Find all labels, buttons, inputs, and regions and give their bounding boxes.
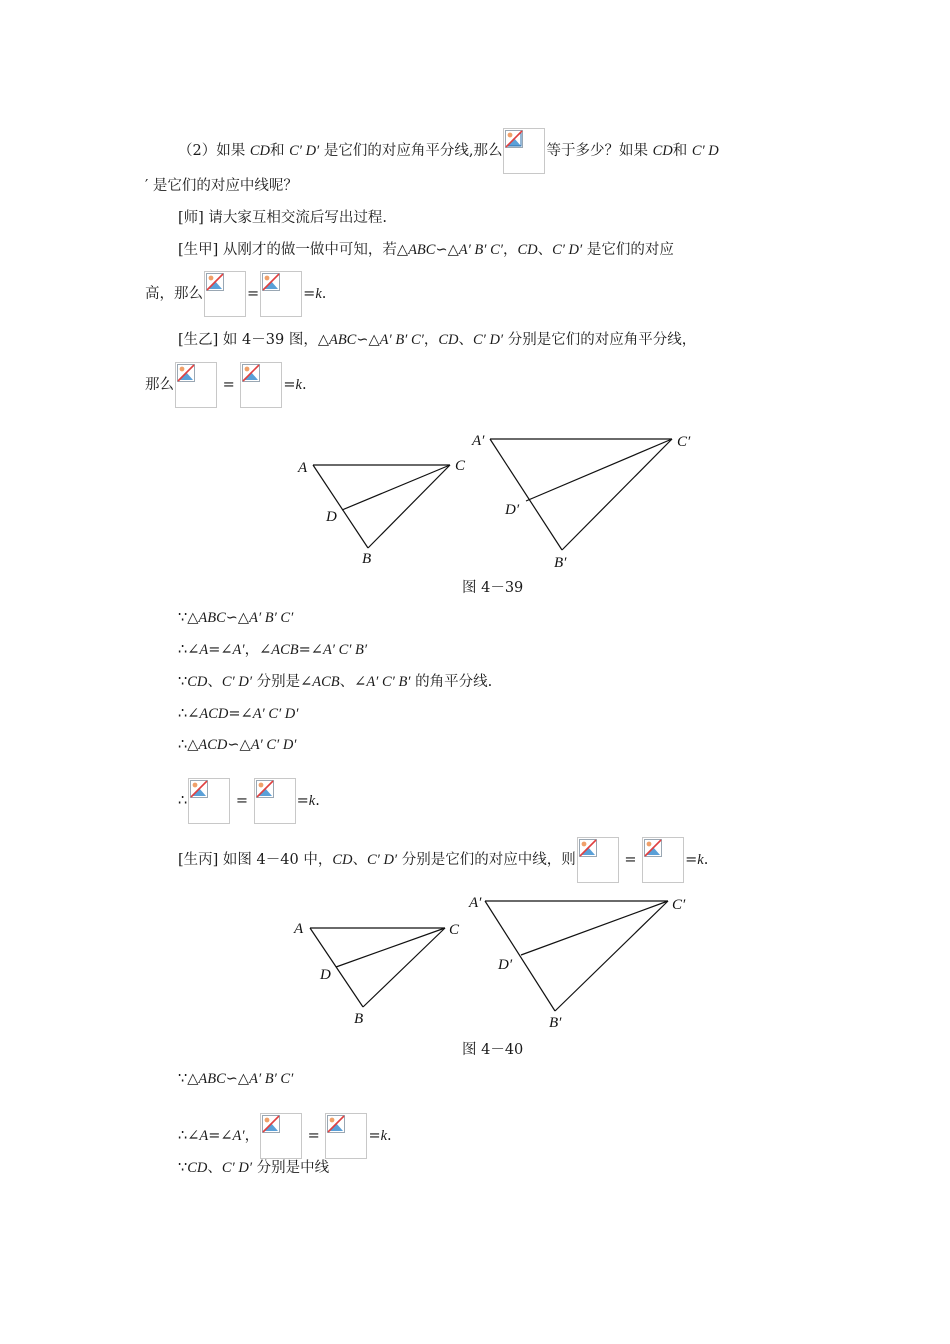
segment-AB: [313, 465, 368, 548]
broken-image-icon: [190, 780, 208, 798]
math-text: A′ C′ B′: [366, 674, 411, 690]
text: .: [301, 377, 307, 393]
figure-caption: 图 4－39: [462, 580, 524, 596]
segment-AB: [310, 928, 363, 1007]
text: .: [321, 286, 327, 302]
broken-image-icon: [327, 1115, 345, 1133]
text: =: [303, 286, 316, 302]
math-text: A′ B′ C′: [249, 610, 294, 626]
math-text: A′: [232, 1128, 245, 1144]
label-C: C: [449, 922, 460, 938]
text: 高，那么: [145, 286, 203, 302]
text: ∽△: [225, 1071, 250, 1087]
text: ∴: [178, 793, 188, 809]
segment-B2C2: [555, 901, 668, 1011]
text: ，: [423, 332, 439, 348]
broken-image-icon: [644, 839, 662, 857]
text: [师] 请大家互相交流后写出过程.: [178, 210, 388, 226]
text: ，: [244, 1128, 260, 1144]
text: 等于多少？如果: [546, 143, 653, 159]
text: ∴∠: [178, 1128, 200, 1144]
question-2-line-2: [145, 176, 298, 196]
text: =: [231, 793, 253, 809]
text: 和: [672, 143, 692, 159]
proof-line: [178, 1113, 392, 1159]
label-A: A: [298, 460, 308, 476]
text: [生乙] 如 4－39 图，△: [178, 332, 329, 348]
label-B: B: [362, 551, 372, 567]
text: 、: [207, 674, 222, 690]
math-text: C′ D′: [289, 143, 320, 159]
text: （2）如果: [178, 143, 250, 159]
text: 、: [207, 1160, 222, 1176]
text: [生甲] 从刚才的做一做中可知，若△: [178, 242, 409, 258]
math-text: k: [380, 1128, 388, 1144]
text: .: [387, 1128, 392, 1144]
segment-CD: [336, 928, 445, 967]
segment-BC: [363, 928, 445, 1007]
text: =∠: [208, 1128, 233, 1144]
label-B: B: [354, 1011, 364, 1027]
student-c-line: [178, 837, 708, 883]
text: 是它们的对应: [582, 242, 674, 258]
broken-image-icon: [256, 780, 274, 798]
text: ∴∠: [178, 706, 200, 722]
proof-line: [178, 672, 492, 692]
math-text: ABC: [198, 1071, 226, 1087]
text: ∵: [178, 1160, 188, 1176]
image-placeholder: [260, 1113, 302, 1159]
math-text: C′ D′: [221, 1160, 253, 1176]
proof-line: [178, 1158, 329, 1178]
math-text: k: [308, 793, 316, 809]
image-placeholder: [188, 778, 230, 824]
image-placeholder: [204, 271, 246, 317]
label-A-prime: A′: [472, 433, 485, 449]
label-C-prime: C′: [672, 897, 686, 913]
text: ∽△: [435, 242, 459, 258]
math-text: CD: [332, 852, 353, 868]
text: ∴∠: [178, 642, 200, 658]
segment-BC: [368, 465, 450, 548]
math-text: ACD: [198, 737, 228, 753]
image-placeholder: [175, 362, 217, 408]
text: ∽△: [225, 610, 250, 626]
text: .: [703, 852, 709, 868]
segment-A2B2: [490, 439, 562, 550]
text: 、: [537, 242, 553, 258]
text: 、: [458, 332, 473, 348]
label-C-prime: C′: [677, 434, 691, 450]
text: =: [283, 377, 296, 393]
proof-line: [178, 704, 298, 724]
label-D: D: [320, 967, 331, 983]
math-text: CD: [517, 242, 538, 258]
math-text: ACD: [199, 706, 229, 722]
broken-image-icon: [262, 1115, 280, 1133]
text: =∠: [298, 642, 323, 658]
text: ∴△: [178, 737, 199, 753]
proof-line: [178, 735, 296, 755]
label-C: C: [455, 458, 466, 474]
text: ，: [502, 242, 518, 258]
text: 分别是∠: [252, 674, 313, 690]
math-text: C′ D′: [552, 242, 583, 258]
math-text: A′: [232, 642, 245, 658]
math-text: A′ C′ D′: [252, 706, 299, 722]
math-text: A′ B′ C′: [458, 242, 503, 258]
broken-image-icon: [242, 364, 260, 382]
image-placeholder: [503, 128, 545, 174]
math-text: CD: [438, 332, 459, 348]
text: 的角平分线.: [410, 674, 493, 690]
text: 是它们的对应角平分线,那么: [319, 143, 503, 159]
label-B-prime: B′: [549, 1015, 562, 1031]
text: =: [619, 852, 642, 868]
label-D: D: [326, 509, 337, 525]
text: ∽△: [356, 332, 380, 348]
broken-image-icon: [579, 839, 597, 857]
figure-4-40: [285, 885, 705, 1035]
proof-line: [178, 1069, 293, 1089]
figure-4-39: [290, 420, 710, 572]
text: 、: [352, 852, 367, 868]
segment-C2D2: [526, 439, 672, 501]
math-text: A: [199, 1128, 209, 1144]
text: ′ 是它们的对应中线呢？: [145, 178, 298, 194]
text: =: [296, 793, 309, 809]
math-text: CD: [249, 143, 270, 159]
math-text: A′ C′ D′: [250, 737, 297, 753]
text: 分别是它们的对应中线，则: [397, 852, 576, 868]
math-text: A′ B′ C′: [379, 332, 424, 348]
text: [生丙] 如图 4－40 中，: [178, 852, 333, 868]
text: 、∠: [339, 674, 367, 690]
image-placeholder: [260, 271, 302, 317]
label-A: A: [294, 921, 304, 937]
text: =: [218, 377, 240, 393]
math-text: C′ D: [691, 143, 719, 159]
broken-image-icon: [177, 364, 195, 382]
text: ∵△: [178, 1071, 199, 1087]
math-text: C′ D′: [472, 332, 504, 348]
math-text: ABC: [408, 242, 436, 258]
student-a-line-1: [178, 240, 674, 260]
segment-CD: [342, 465, 450, 510]
student-a-line-2: [145, 271, 326, 317]
segment-A2B2: [485, 901, 555, 1011]
student-b-line-2: [145, 362, 307, 408]
text: 分别是它们的对应角平分线，: [503, 332, 697, 348]
math-text: C′ D′: [366, 852, 398, 868]
image-placeholder: [240, 362, 282, 408]
text: ∵: [178, 674, 188, 690]
text: =∠: [228, 706, 253, 722]
image-placeholder: [325, 1113, 367, 1159]
broken-image-icon: [505, 130, 523, 148]
math-text: A′ B′ C′: [249, 1071, 294, 1087]
math-text: ACB: [271, 642, 299, 658]
broken-image-icon: [206, 273, 224, 291]
math-text: CD: [187, 674, 208, 690]
student-b-line-1: [178, 330, 696, 350]
math-text: ABC: [328, 332, 357, 348]
math-text: A′ C′ B′: [322, 642, 368, 658]
text: =: [303, 1128, 325, 1144]
question-2-line-1: [178, 128, 719, 174]
proof-line: [178, 640, 367, 660]
teacher-line: [178, 208, 387, 228]
proof-line: [178, 608, 293, 628]
math-text: CD: [187, 1160, 208, 1176]
text: ∽△: [227, 737, 251, 753]
label-D-prime: D′: [498, 957, 513, 973]
math-text: k: [697, 852, 704, 868]
math-text: A: [199, 642, 209, 658]
text: .: [315, 793, 320, 809]
image-placeholder: [642, 837, 684, 883]
broken-image-icon: [262, 273, 280, 291]
math-text: k: [295, 377, 302, 393]
label-D-prime: D′: [505, 502, 520, 518]
proof-line: [178, 778, 320, 824]
text: =: [368, 1128, 381, 1144]
text: =∠: [208, 642, 233, 658]
math-text: ACB: [312, 674, 340, 690]
segment-B2C2: [562, 439, 672, 550]
text: 那么: [145, 377, 174, 393]
math-text: ABC: [198, 610, 226, 626]
text: 和: [270, 143, 290, 159]
label-A-prime: A′: [469, 895, 482, 911]
math-text: C′ D′: [221, 674, 253, 690]
text: ∵△: [178, 610, 199, 626]
figure-caption: 图 4－40: [462, 1042, 524, 1058]
image-placeholder: [254, 778, 296, 824]
text: 分别是中线: [252, 1160, 330, 1176]
math-text: CD: [652, 143, 673, 159]
math-text: k: [315, 286, 322, 302]
segment-C2D2: [521, 901, 668, 955]
image-placeholder: [577, 837, 619, 883]
text: =: [247, 286, 260, 302]
text: =: [685, 852, 698, 868]
text: ，∠: [244, 642, 272, 658]
label-B-prime: B′: [554, 555, 567, 571]
